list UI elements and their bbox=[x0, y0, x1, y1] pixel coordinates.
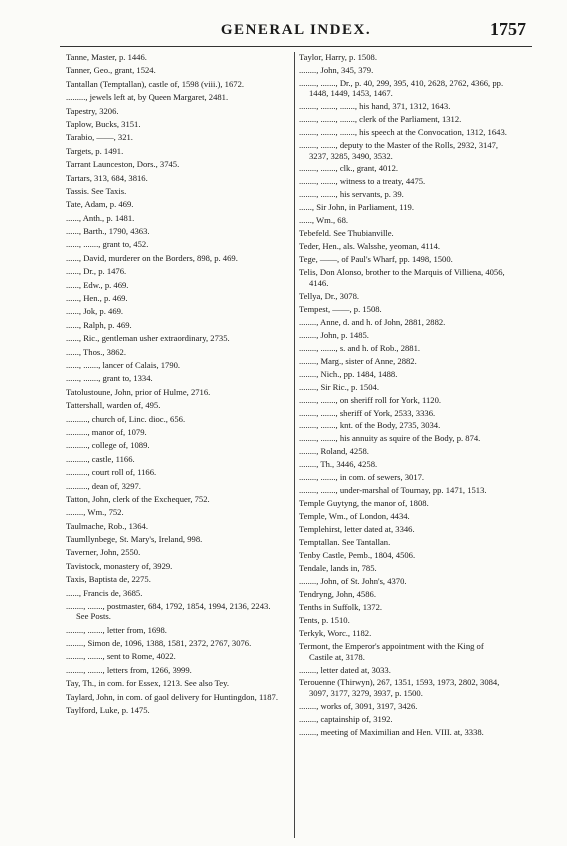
index-entry: ......, Ralph, p. 469. bbox=[66, 319, 132, 330]
index-entry: Taplow, Bucks, 3151. bbox=[66, 118, 141, 129]
index-entry: .........., dean of, 3297. bbox=[66, 480, 141, 491]
index-entry: Tendale, lands in, 785. bbox=[299, 563, 377, 574]
index-entry: ........, meeting of Maximilian and Hen. VIII. at, 3338. bbox=[299, 726, 484, 737]
index-entry: ........, Roland, 4258. bbox=[299, 446, 369, 457]
page-number: 1757 bbox=[490, 19, 526, 39]
index-entry: Tenths in Suffolk, 1372. bbox=[299, 602, 383, 613]
index-entry: ......, David, murderer on the Borders, 898, p. 469. bbox=[66, 252, 238, 263]
index-entry: Tenby Castle, Pemb., 1804, 4506. bbox=[299, 550, 416, 561]
index-entry: Tarrant Launceston, Dors., 3745. bbox=[66, 159, 180, 170]
index-entry: ........, Nich., pp. 1484, 1488. bbox=[299, 368, 398, 379]
index-entry: Tempest, ——, p. 1508. bbox=[299, 303, 382, 314]
index-entry: ........, ......., letter from, 1698. bbox=[66, 624, 167, 635]
index-entry: Tebefeld. See Thubianville. bbox=[299, 228, 394, 239]
index-entry: Tavistock, monastery of, 3929. bbox=[66, 560, 173, 571]
index-entry: Tate, Adam, p. 469. bbox=[66, 199, 134, 210]
index-entry: .........., manor of, 1079. bbox=[66, 426, 147, 437]
index-entry: ........, ......., deputy to the Master of the Rolls, 2932, 3147, 3237, 3285, 3490, 3532. bbox=[299, 140, 499, 161]
index-entry: ........, captainship of, 3192. bbox=[299, 713, 393, 724]
index-entry: ........, ......., ......., his hand, 371, 1312, 1643. bbox=[299, 101, 451, 112]
index-entry: ........, ......., in com. of sewers, 3017. bbox=[299, 472, 425, 483]
index-entry: ......, Anth., p. 1481. bbox=[66, 212, 135, 223]
index-entry: ........, ......., ......., his speech at the Convocation, 1312, 1643. bbox=[299, 127, 507, 138]
index-entry: ........, John, 345, 379. bbox=[299, 64, 374, 75]
index-entry: ......, Ric., gentleman usher extraordinary, 2735. bbox=[66, 333, 230, 344]
header-rule bbox=[60, 46, 532, 47]
index-entry: ........, Th., 3446, 4258. bbox=[299, 459, 378, 470]
index-entry: Targets, p. 1491. bbox=[66, 145, 124, 156]
index-entry: Taulmache, Rob., 1364. bbox=[66, 520, 148, 531]
index-entry: ........, ......., knt. of the Body, 2735, 3034. bbox=[299, 420, 441, 431]
index-entry: Templehirst, letter dated at, 3346. bbox=[299, 524, 415, 535]
page-title: GENERAL INDEX. bbox=[220, 22, 372, 38]
index-entry: ........, John, of St. John's, 4370. bbox=[299, 576, 407, 587]
index-entry: Tanne, Master, p. 1446. bbox=[66, 52, 147, 62]
index-entry: ........, ......., his servants, p. 39. bbox=[299, 189, 404, 200]
index-entry: Teder, Hen., als. Walsshe, yeoman, 4114. bbox=[299, 241, 441, 252]
index-entry: Termont, the Emperor's appointment with the King of Castile at, 3178. bbox=[299, 641, 484, 662]
index-entry: Temptallan. See Tantallan. bbox=[299, 537, 391, 548]
index-entry: ......, Jok, p. 469. bbox=[66, 306, 124, 317]
index-entry: Tanner, Geo., grant, 1524. bbox=[66, 65, 156, 76]
index-entry: ........, Anne, d. and h. of John, 2881, 2882. bbox=[299, 316, 446, 327]
index-entry: Tellya, Dr., 3078. bbox=[299, 290, 360, 301]
index-entry: ......, Wm., 68. bbox=[299, 215, 349, 226]
index-entry: .........., court roll of, 1166. bbox=[66, 467, 157, 478]
index-entry: ......, ......., lancer of Calais, 1790. bbox=[66, 359, 181, 370]
index-entry: ........, ......., sent to Rome, 4022. bbox=[66, 651, 176, 662]
index-columns bbox=[62, 52, 534, 838]
index-entry: ........, Marg., sister of Anne, 2882. bbox=[299, 355, 417, 366]
index-entry: ........., jewels left at, by Queen Margaret, 2481. bbox=[66, 92, 229, 103]
index-entry: ......, Dr., p. 1476. bbox=[66, 266, 127, 277]
index-entry: Tattershall, warden of, 495. bbox=[66, 400, 161, 411]
index-entry: ........, Simon de, 1096, 1388, 1581, 2372, 2767, 3076. bbox=[66, 638, 252, 649]
index-entry: Tendryng, John, 4586. bbox=[299, 589, 376, 600]
index-entry: Taumllynbege, St. Mary's, Ireland, 998. bbox=[66, 534, 203, 545]
index-entry: Tay, Th., in com. for Essex, 1213. See also Tey. bbox=[66, 678, 230, 689]
index-entry: Temple, Wm., of London, 4434. bbox=[299, 511, 410, 522]
index-entry: ........, letter dated at, 3033. bbox=[299, 664, 391, 675]
index-entry: ........, ......., ......., clerk of the Parliament, 1312. bbox=[299, 114, 462, 125]
index-entry: ......, ......., grant to, 452. bbox=[66, 239, 149, 250]
index-entry: ......, Hen., p. 469. bbox=[66, 293, 128, 304]
index-entry: Temple Guytyng, the manor of, 1808. bbox=[299, 498, 429, 509]
index-entry: ......, Thos., 3862. bbox=[66, 346, 127, 357]
index-entry: ........, ......., witness to a treaty, 4475. bbox=[299, 176, 426, 187]
index-entry: .........., church of, Linc. dioc., 656. bbox=[66, 413, 186, 424]
index-entry: Tantallan (Temptallan), castle of, 1598 (viii.), 1672. bbox=[66, 78, 245, 89]
index-entry: ........, ......., clk., grant, 4012. bbox=[299, 163, 399, 174]
index-entry: ........, ......., under-marshal of Tournay, pp. 1471, 1513. bbox=[299, 485, 487, 496]
index-entry: ........, ......., sheriff of York, 2533, 3336. bbox=[299, 407, 436, 418]
index-entry: ......, ......., grant to, 1334. bbox=[66, 373, 153, 384]
index-entry: Tatton, John, clerk of the Exchequer, 752. bbox=[66, 493, 210, 504]
index-entry: ........, ......., his annuity as squire of the Body, p. 874. bbox=[299, 433, 481, 444]
index-entry: ........, John, p. 1485. bbox=[299, 329, 369, 340]
page-header bbox=[66, 19, 526, 42]
index-entry: ......, Barth., 1790, 4363. bbox=[66, 226, 150, 237]
index-entry: ......, Francis de, 3685. bbox=[66, 587, 143, 598]
index-entry: Taverner, John, 2550. bbox=[66, 547, 141, 558]
left-column bbox=[66, 52, 284, 718]
index-entry: ........, ......., letters from, 1266, 3999. bbox=[66, 664, 192, 675]
index-entry: Terouenne (Thirwyn), 267, 1351, 1593, 1973, 2802, 3084, 3097, 3177, 3279, 3937, p. 1500. bbox=[299, 677, 500, 698]
index-entry: ......, Sir John, in Parliament, 119. bbox=[299, 202, 414, 213]
right-column bbox=[294, 52, 509, 838]
index-entry: Taxis, Baptista de, 2275. bbox=[66, 574, 151, 585]
index-entry: ........, ......., s. and h. of Rob., 2881. bbox=[299, 342, 421, 353]
index-entry: Taylor, Harry, p. 1508. bbox=[299, 52, 377, 62]
index-entry: ........, ......., Dr., p. 40, 299, 395, 410, 2628, 2762, 4366, pp. 1448, 1449, 1453, 1467. bbox=[299, 77, 504, 99]
index-entry: ......, Edw., p. 469. bbox=[66, 279, 129, 290]
index-entry: .........., castle, 1166. bbox=[66, 453, 135, 464]
index-entry: Tents, p. 1510. bbox=[299, 615, 350, 626]
index-entry: Taylford, Luke, p. 1475. bbox=[66, 705, 150, 716]
index-entry: Tatolustoune, John, prior of Hulme, 2716. bbox=[66, 386, 211, 397]
index-entry: ........, Sir Ric., p. 1504. bbox=[299, 381, 379, 392]
index-entry: Tartars, 313, 684, 3816. bbox=[66, 172, 148, 183]
index-entry: ........, Wm., 752. bbox=[66, 507, 124, 518]
index-entry: Taylard, John, in com. of gaol delivery for Huntingdon, 1187. bbox=[66, 691, 278, 702]
index-entry: Tassis. See Taxis. bbox=[66, 185, 127, 196]
index-entry: Tege, ——, of Paul's Wharf, pp. 1498, 1500. bbox=[299, 254, 453, 265]
index-entry: ........, ......., on sheriff roll for York, 1120. bbox=[299, 394, 442, 405]
index-entry: Terkyk, Worc., 1182. bbox=[299, 628, 372, 639]
index-entry: .........., college of, 1089. bbox=[66, 440, 150, 451]
index-entry: Telis, Don Alonso, brother to the Marquis of Villiena, 4056, 4146. bbox=[299, 267, 505, 288]
index-entry: Tarabio, ——, 321. bbox=[66, 132, 133, 143]
index-entry: Tapestry, 3206. bbox=[66, 105, 119, 116]
index-entry: ........, works of, 3091, 3197, 3426. bbox=[299, 700, 418, 711]
index-entry: ........, ......., postmaster, 684, 1792, 1854, 1994, 2136, 2243. See Posts. bbox=[66, 601, 271, 622]
